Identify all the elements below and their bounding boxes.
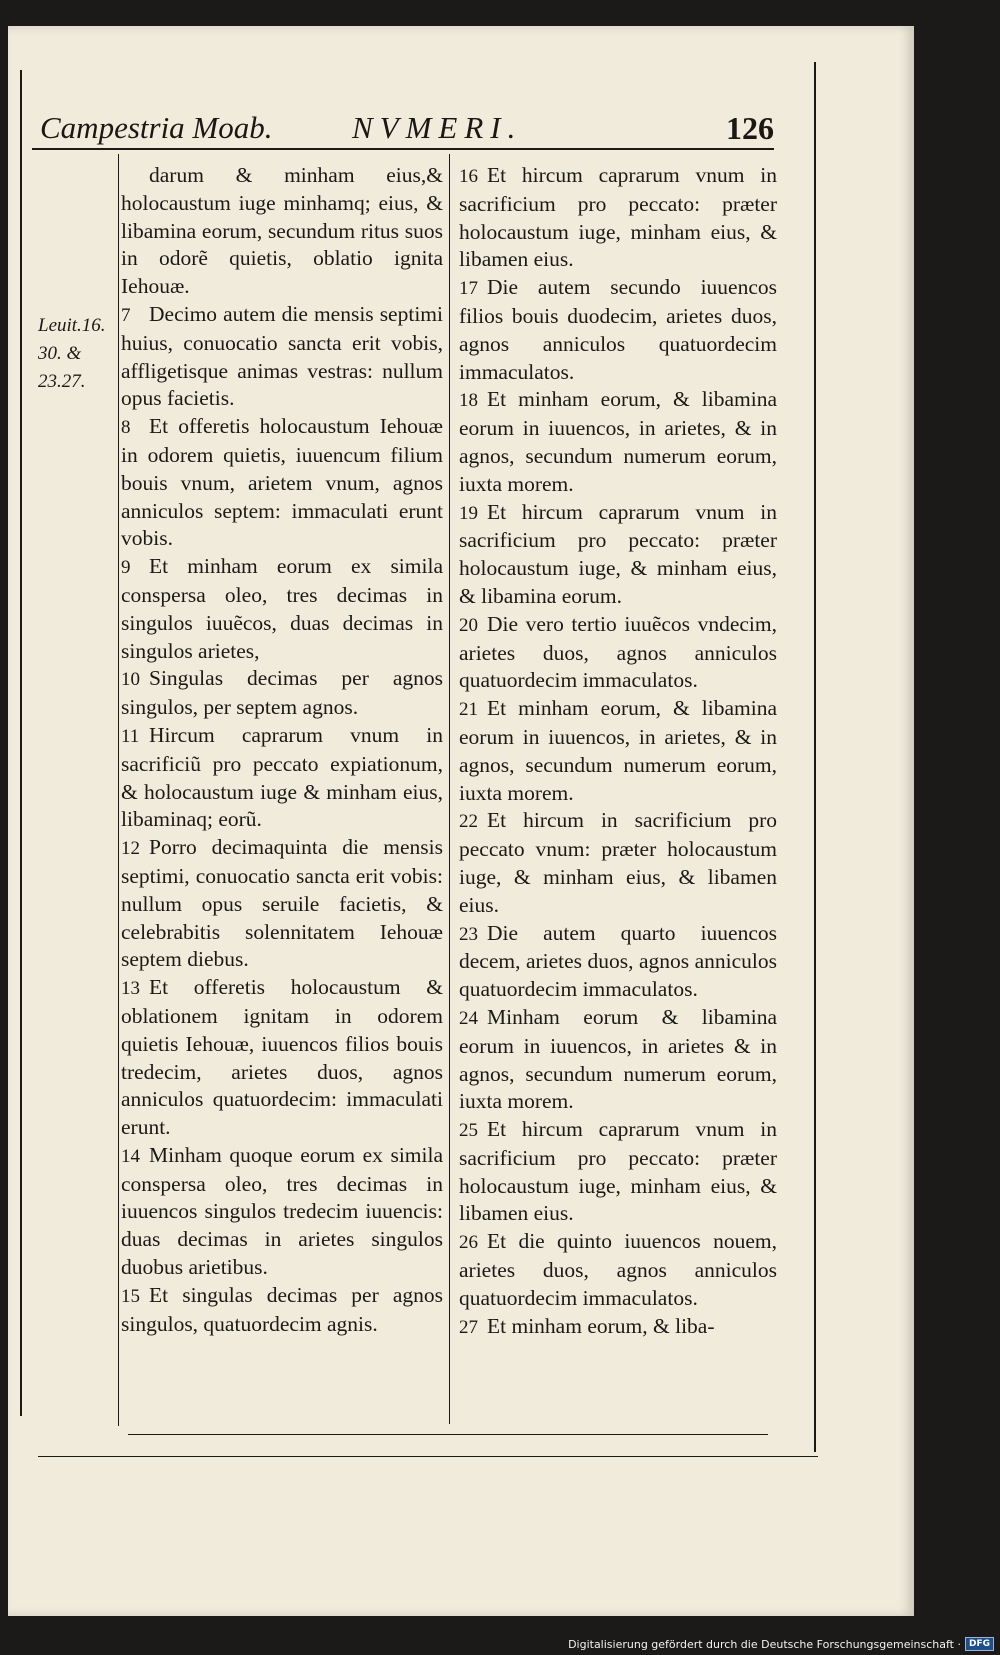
verse-paragraph xyxy=(121,162,443,301)
book-page xyxy=(8,26,914,1616)
verse-number: 22 xyxy=(459,811,478,833)
verse-number: 14 xyxy=(121,1145,140,1167)
verse-text: Et minham eorum, & libamina eorum in iuuencos, in arietes, & in agnos, secundum numerum eorum, iuxta morem. xyxy=(459,387,777,496)
verse-paragraph xyxy=(121,665,443,722)
verse-number: 16 xyxy=(459,166,478,187)
header-left-title: Campestria Moab. xyxy=(40,110,273,145)
verse-text: Et hircum caprarum vnum in sacrificium pro peccato: præter holocaustum iuge, minham eius, & libamen eius. xyxy=(459,163,777,272)
verse-number: 11 xyxy=(121,725,140,747)
verse-paragraph xyxy=(459,1004,777,1116)
verse-text: Die vero tertio iuuẽcos vndecim, arietes duos, agnos anniculos quatuordecim immaculatos. xyxy=(459,611,777,693)
verse-text: Decimo autem die mensis septimi huius, conuocatio sancta erit vobis, affligetisque animas vestras: nullum opus facietis. xyxy=(121,301,443,411)
verse-text: Die autem secundo iuuencos filios bouis duodecim, arietes duos, agnos anniculos quatuordecim immaculatos. xyxy=(459,275,777,384)
verse-text: Et offeretis holocaustum & oblationem ignitam in odorem quietis Iehouæ, iuuencos filios bouis tredecim, arietes duos, agnos anniculos quatuordecim: immaculati erunt. xyxy=(121,975,443,1140)
dfg-logo: DFG xyxy=(965,1637,994,1651)
running-header xyxy=(32,78,774,148)
verse-paragraph xyxy=(459,1228,777,1312)
margin-line: Leuit.16. xyxy=(38,315,106,336)
right-border-rule xyxy=(814,62,816,1452)
verse-paragraph xyxy=(459,807,777,919)
verse-number: 23 xyxy=(459,923,478,945)
verse-paragraph xyxy=(459,1313,777,1342)
verse-text: Et die quinto iuuencos nouem, arietes duos, agnos anniculos quatuordecim immaculatos. xyxy=(459,1229,777,1310)
verse-text: Et minham eorum, & liba- xyxy=(487,1313,715,1338)
verse-paragraph xyxy=(459,386,777,498)
verse-paragraph xyxy=(121,974,443,1142)
verse-number: 12 xyxy=(121,838,140,860)
verse-paragraph xyxy=(459,695,777,807)
digitization-credit xyxy=(568,1637,994,1651)
verse-number: 9 xyxy=(121,557,131,579)
page-number: 126 xyxy=(726,110,774,146)
verse-text: Porro decimaquinta die mensis septimi, conuocatio sancta erit vobis: nullum opus seruile facietis, & celebrabitis solennitatem Iehouæ septem diebus. xyxy=(121,835,443,972)
margin-cross-reference xyxy=(38,312,120,396)
verse-number: 26 xyxy=(459,1232,478,1254)
verse-paragraph xyxy=(459,611,777,695)
verse-paragraph xyxy=(121,1282,443,1339)
verse-text: Et hircum in sacrificium pro peccato vnum: præter holocaustum iuge, & minham eius, & libamen eius. xyxy=(459,808,777,917)
left-column xyxy=(121,162,443,1338)
margin-line: 23.27. xyxy=(38,371,86,392)
credit-text: Digitalisierung gefördert durch die Deutsche Forschungsgemeinschaft · xyxy=(568,1637,961,1651)
verse-text: Minham quoque eorum ex simila conspersa oleo, tres decimas in iuuencos singulos tredecim iuuencis: duas decimas in arietes singulos duobus arietibus. xyxy=(121,1142,443,1280)
verse-paragraph xyxy=(459,499,777,611)
bottom-rule xyxy=(128,1434,768,1435)
verse-text: Et offeretis holocaustum Iehouæ in odorem quietis, iuuencum filium bouis vnum, arietem vnum, agnos anniculos septem: immaculati erunt vobis. xyxy=(121,414,443,551)
verse-number: 7 xyxy=(121,304,131,326)
verse-text: Singulas decimas per agnos singulos, per septem agnos. xyxy=(121,666,443,720)
verse-text: darum & minham eius,& holocaustum iuge minhamq; eius, & libamina eorum, secundum ritus suos in odorẽ quietis, oblatio ignita Iehouæ. xyxy=(121,163,443,299)
verse-paragraph xyxy=(459,162,777,274)
verse-number: 18 xyxy=(459,390,478,412)
verse-number: 19 xyxy=(459,502,478,524)
verse-text: Et minham eorum ex simila conspersa oleo, tres decimas in singulos iuuẽcos, duas decimas in singulos arietes, xyxy=(121,554,443,663)
right-column xyxy=(459,162,777,1341)
verse-paragraph xyxy=(121,834,443,974)
column-divider xyxy=(449,154,450,1424)
verse-number: 13 xyxy=(121,978,140,1000)
verse-number: 25 xyxy=(459,1120,478,1142)
lower-rule xyxy=(38,1456,818,1457)
verse-paragraph xyxy=(121,413,443,553)
left-border-rule xyxy=(20,70,22,1416)
verse-text: Et hircum caprarum vnum in sacrificium pro peccato: præter holocaustum iuge, & minham eius, & libamina eorum. xyxy=(459,499,777,608)
verse-number: 17 xyxy=(459,278,478,300)
verse-number: 8 xyxy=(121,417,131,439)
verse-paragraph xyxy=(459,920,777,1004)
verse-paragraph xyxy=(121,301,443,413)
verse-paragraph xyxy=(459,274,777,386)
verse-text: Minham eorum & libamina eorum in iuuencos, in arietes & in agnos, secundum numerum eorum, iuxta morem. xyxy=(459,1004,777,1114)
verse-paragraph xyxy=(121,1142,443,1282)
verse-number: 27 xyxy=(459,1316,478,1338)
header-rule xyxy=(32,148,774,150)
header-book-title: NVMERI. xyxy=(352,110,523,145)
verse-number: 21 xyxy=(459,699,478,721)
verse-text: Et minham eorum, & libamina eorum in iuuencos, in arietes, & in agnos, secundum numerum eorum, iuxta morem. xyxy=(459,696,777,805)
verse-number: 20 xyxy=(459,614,478,636)
verse-number: 15 xyxy=(121,1285,140,1307)
margin-line: 30. & xyxy=(38,343,82,364)
verse-paragraph xyxy=(121,722,443,834)
verse-paragraph xyxy=(121,553,443,665)
verse-text: Et hircum caprarum vnum in sacrificium pro peccato: præter holocaustum iuge, minham eius, & libamen eius. xyxy=(459,1117,777,1226)
verse-text: Die autem quarto iuuencos decem, arietes duos, agnos anniculos quatuordecim immaculatos. xyxy=(459,920,777,1002)
verse-text: Et singulas decimas per agnos singulos, quatuordecim agnis. xyxy=(121,1282,443,1336)
verse-paragraph xyxy=(459,1116,777,1228)
verse-number: 24 xyxy=(459,1007,478,1029)
verse-number: 10 xyxy=(121,669,140,691)
verse-text: Hircum caprarum vnum in sacrificiũ pro peccato expiationum, & holocaustum iuge & minham eius, libaminaq; eorũ. xyxy=(121,722,443,832)
